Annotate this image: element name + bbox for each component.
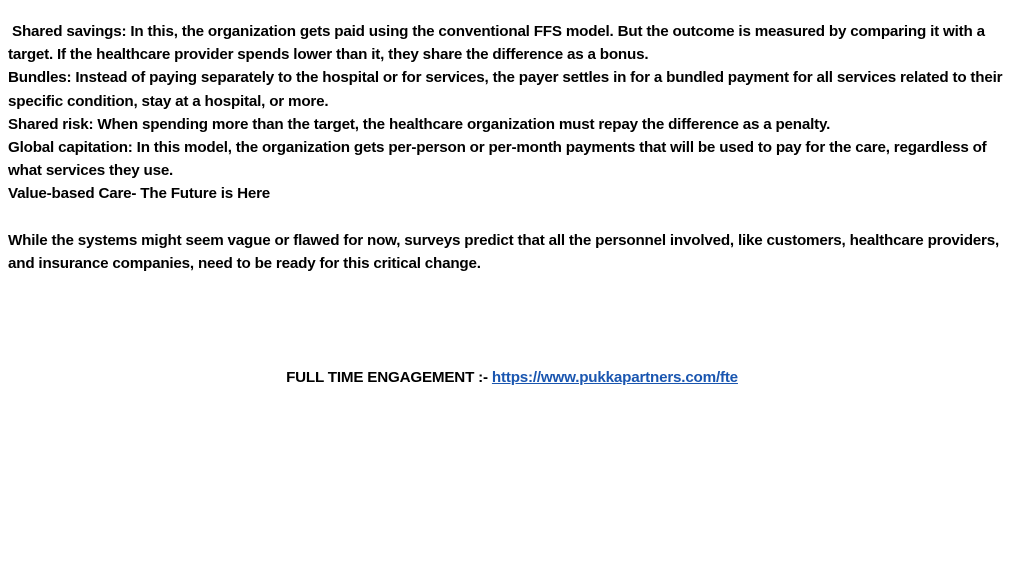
blank-line (8, 206, 1018, 229)
slide-body-text (8, 20, 1018, 275)
paragraph-shared-risk: Shared risk: When spending more than the target, the healthcare organization must repay the difference as a penalty. (8, 115, 831, 133)
footer-link[interactable]: https://www.pukkapartners.com/fte (491, 369, 738, 386)
paragraph-shared-savings: Shared savings: In this, the organization gets paid using the conventional FFS model. But the outcome is measured by comparing it with a target. If the healthcare provider spends lower than it, they share the difference as a bonus. (8, 23, 989, 64)
paragraph-conclusion: While the systems might seem vague or flawed for now, surveys predict that all the personnel involved, like customers, healthcare providers, and insurance companies, need to be ready for this critical change. (8, 231, 1004, 273)
footer-engagement (0, 366, 1024, 389)
section-heading-value-based-care: Value-based Care- The Future is Here (8, 185, 271, 203)
paragraph-bundles: Bundles: Instead of paying separately to the hospital or for services, the payer settles in for a bundled payment for all services related to their specific condition, stay at a hospital, or more. (8, 69, 1007, 110)
paragraph-global-capitation: Global capitation: In this model, the organization gets per-person or per-month payments that will be used to pay for the care, regardless of what services they use. (8, 139, 991, 180)
footer-label: FULL TIME ENGAGEMENT :- (286, 369, 492, 386)
